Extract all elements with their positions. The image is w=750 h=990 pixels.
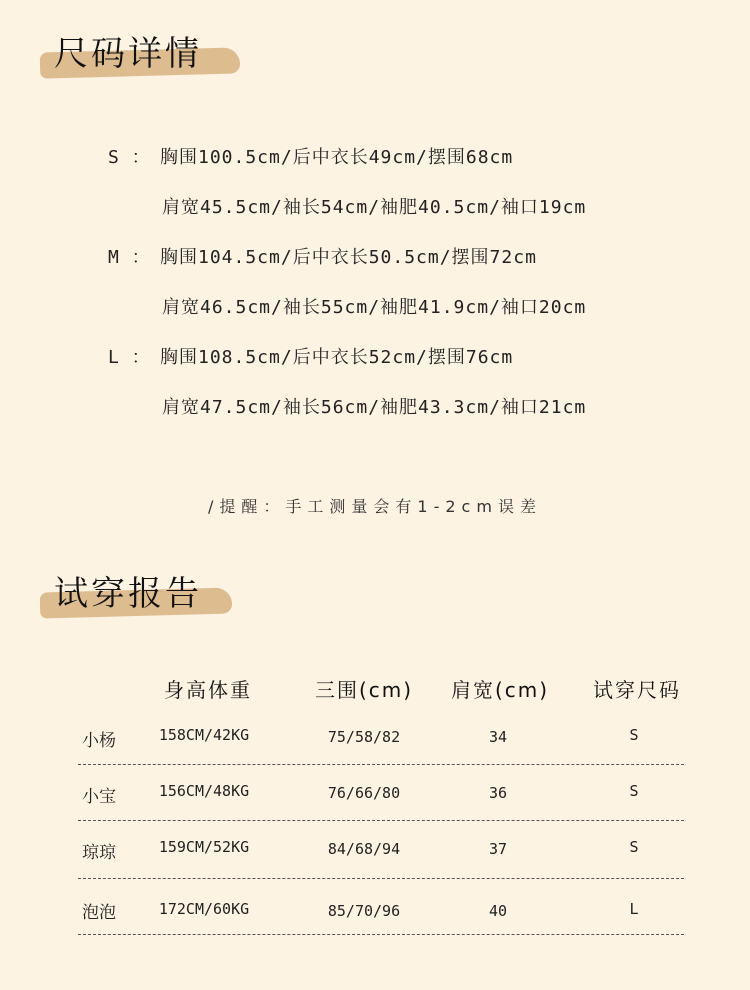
size-s-measurements-1: 胸围100.5cm/后中衣长49cm/摆围68cm [160, 147, 514, 168]
header-shoulder: 肩宽(cm) [450, 678, 550, 702]
size-label-m: M ： [108, 247, 151, 268]
size-s-line1 [108, 146, 513, 170]
size-m-measurements-1: 胸围104.5cm/后中衣长50.5cm/摆围72cm [160, 247, 537, 268]
size-s-line2: 肩宽45.5cm/袖长54cm/袖肥40.5cm/袖口19cm [162, 197, 587, 218]
measurement-reminder: /提醒：手工测量会有1-2cm误差 [208, 497, 542, 516]
row-height-weight: 156CM/48KG [158, 782, 250, 800]
row-measurements: 84/68/94 [327, 840, 401, 858]
row-height-weight: 158CM/42KG [158, 726, 250, 744]
table-row [78, 878, 684, 935]
size-m-line1 [108, 246, 537, 270]
row-measurements: 85/70/96 [327, 902, 401, 920]
size-l-line1 [108, 346, 513, 370]
row-shoulder: 34 [488, 728, 508, 746]
size-section-title [40, 34, 202, 94]
row-size: S [629, 726, 639, 744]
table-row [78, 708, 684, 765]
row-name: 琼琼 [82, 843, 116, 863]
row-size: L [629, 900, 639, 918]
size-section-title-text: 尺码详情 [54, 34, 202, 74]
header-measurements: 三围(cm) [314, 678, 414, 702]
row-name: 小宝 [82, 787, 116, 807]
size-l-line2: 肩宽47.5cm/袖长56cm/袖肥43.3cm/袖口21cm [162, 397, 587, 418]
size-l-measurements-1: 胸围108.5cm/后中衣长52cm/摆围76cm [160, 347, 514, 368]
header-height-weight: 身高体重 [164, 678, 252, 702]
row-shoulder: 36 [488, 784, 508, 802]
row-shoulder: 37 [488, 840, 508, 858]
row-measurements: 76/66/80 [327, 784, 401, 802]
row-measurements: 75/58/82 [327, 728, 401, 746]
row-name: 泡泡 [82, 903, 116, 923]
row-name: 小杨 [82, 731, 116, 751]
header-trial-size: 试穿尺码 [593, 678, 681, 702]
row-height-weight: 159CM/52KG [158, 838, 250, 856]
row-size: S [629, 782, 639, 800]
size-m-line2: 肩宽46.5cm/袖长55cm/袖肥41.9cm/袖口20cm [162, 297, 587, 318]
size-label-l: L ： [108, 347, 151, 368]
trial-section-title [40, 574, 202, 634]
table-row [78, 820, 684, 879]
table-row [78, 764, 684, 821]
row-shoulder: 40 [488, 902, 508, 920]
trial-section-title-text: 试穿报告 [54, 574, 202, 614]
row-size: S [629, 838, 639, 856]
row-height-weight: 172CM/60KG [158, 900, 250, 918]
size-label-s: S ： [108, 147, 151, 168]
